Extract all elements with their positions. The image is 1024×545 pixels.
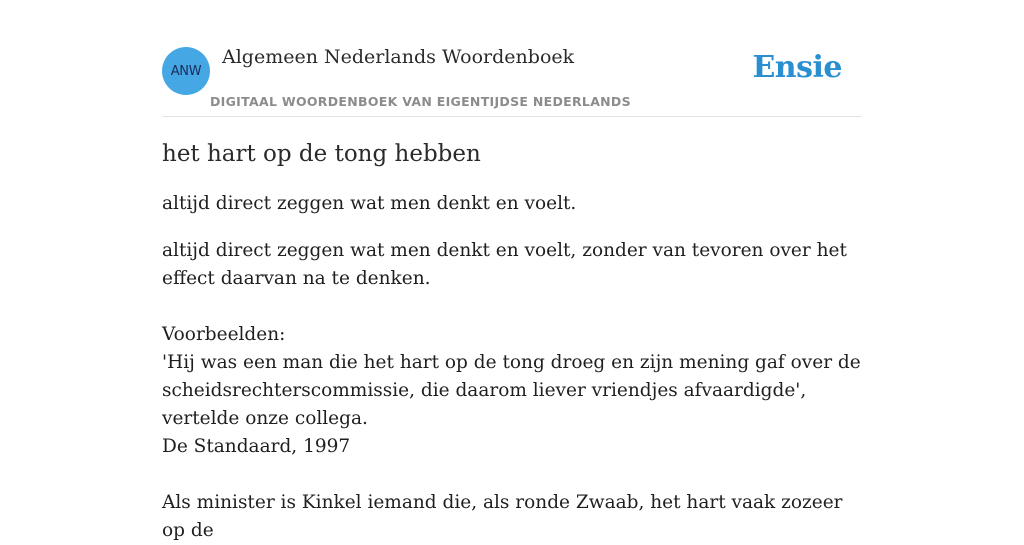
example-quote: Als minister is Kinkel iemand die, als ronde Zwaab, het hart vaak zozeer op de bbox=[162, 492, 843, 541]
example-source: De Standaard, 1997 bbox=[162, 436, 351, 457]
logo-text: ANW bbox=[170, 63, 202, 79]
site-subtitle: DIGITAAL WOORDENBOEK VAN EIGENTIJDSE NEDERLANDS bbox=[210, 94, 631, 109]
anw-logo[interactable] bbox=[162, 47, 210, 95]
spacer bbox=[162, 293, 862, 321]
site-title[interactable]: Algemeen Nederlands Woordenboek bbox=[222, 46, 575, 68]
spacer bbox=[162, 461, 862, 489]
long-definition-block bbox=[162, 237, 862, 545]
site-header bbox=[162, 0, 862, 117]
examples-label: Voorbeelden: bbox=[162, 324, 286, 345]
long-definition: altijd direct zeggen wat men denkt en voelt, zonder van tevoren over het effect daarvan na te denken. bbox=[162, 240, 847, 289]
example-quote: 'Hij was een man die het hart op de tong droeg en zijn mening gaf over de scheidsrechterscommissie, die daarom liever vriendjes afvaardigde', vertelde onze collega. bbox=[162, 352, 861, 429]
entry-content bbox=[162, 138, 862, 545]
entry-term: het hart op de tong hebben bbox=[162, 141, 481, 167]
short-definition: altijd direct zeggen wat men denkt en voelt. bbox=[162, 193, 577, 214]
ensie-brand-logo[interactable]: Ensie bbox=[752, 50, 842, 85]
